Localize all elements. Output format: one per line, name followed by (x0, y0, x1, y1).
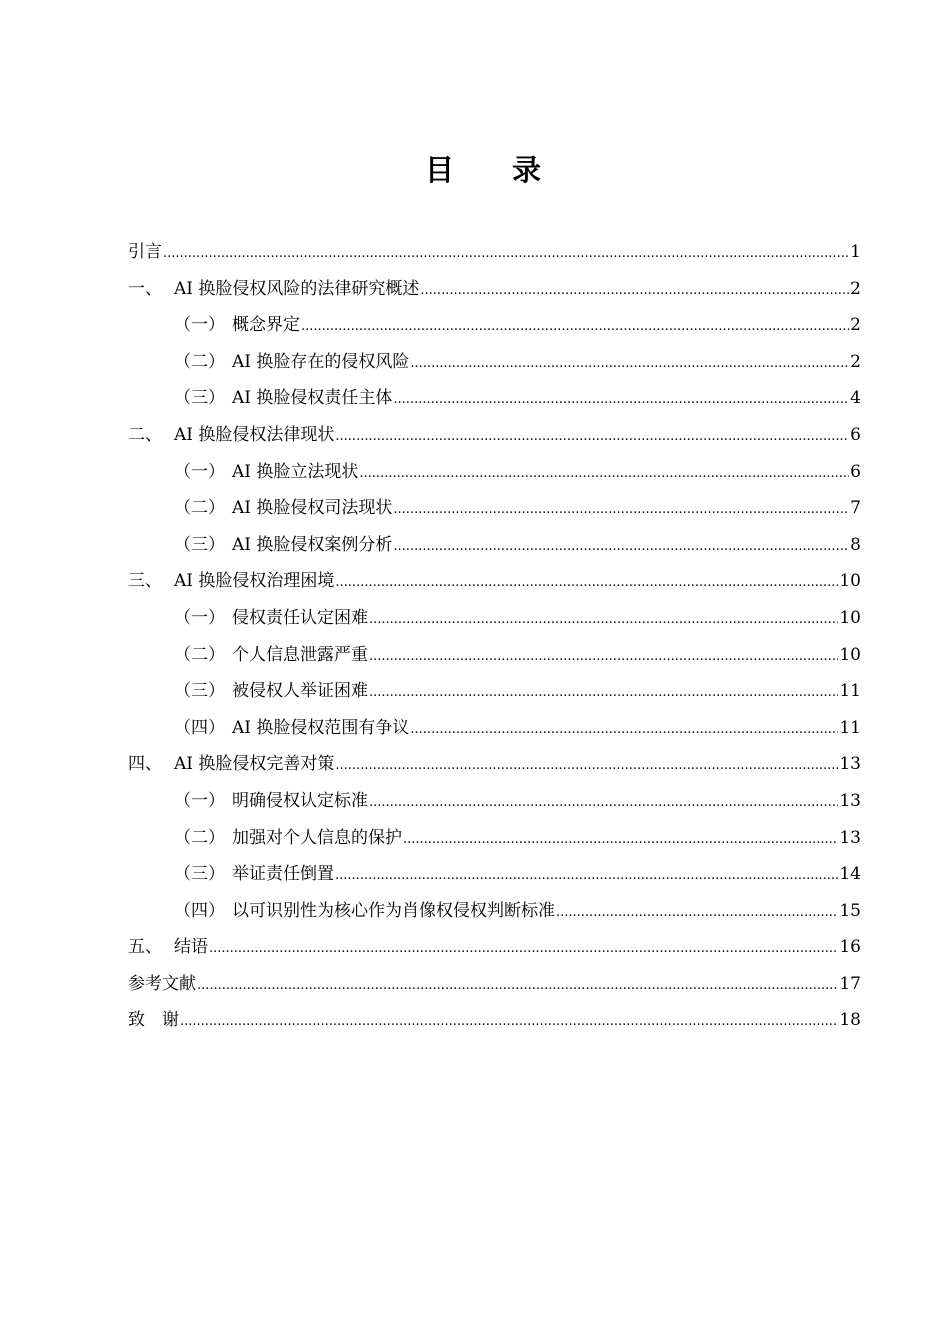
toc-entry-page-number: 13 (839, 827, 861, 848)
toc-entry-number: （一） (174, 790, 225, 811)
toc-entry[interactable] (128, 380, 861, 417)
toc-entry-page-number: 8 (850, 534, 861, 555)
toc-dot-leader (197, 968, 838, 1005)
toc-dot-leader (403, 822, 838, 859)
toc-dot-leader (410, 346, 849, 383)
toc-entry[interactable] (128, 454, 861, 491)
toc-entry-page-number: 11 (839, 681, 861, 702)
toc-entry-page-number: 2 (850, 278, 861, 299)
toc-entry-title: 被侵权人举证困难 (232, 681, 368, 702)
toc-entry-title: 参考文献 (128, 973, 196, 994)
toc-entry-number: （四） (174, 900, 225, 921)
toc-entry-page-number: 6 (850, 461, 861, 482)
toc-entry-number: （三） (174, 864, 225, 885)
toc-entry-number: （三） (174, 388, 225, 409)
toc-dot-leader (410, 712, 838, 749)
toc-entry[interactable] (128, 637, 861, 674)
toc-entry[interactable] (128, 893, 861, 930)
toc-dot-leader (393, 382, 849, 419)
toc-entry-number: 三、 (128, 571, 162, 592)
toc-entry-page-number: 2 (850, 351, 861, 372)
toc-entry[interactable] (128, 856, 861, 893)
toc-dot-leader (369, 602, 838, 639)
toc-entry-title: AI 换脸侵权范围有争议 (232, 717, 410, 738)
toc-entry-title: AI 换脸存在的侵权风险 (232, 351, 410, 372)
toc-entry-page-number: 2 (850, 315, 861, 336)
toc-entry[interactable] (128, 710, 861, 747)
toc-entry-title: AI 换脸侵权法律现状 (174, 424, 335, 445)
toc-entry-number: 五、 (128, 937, 162, 958)
toc-dot-leader (335, 748, 838, 785)
toc-entry-number: （三） (174, 681, 225, 702)
toc-entry-number: （三） (174, 534, 225, 555)
toc-entry-number: （一） (174, 607, 225, 628)
toc-entry-page-number: 7 (850, 498, 861, 519)
toc-dot-leader (556, 895, 838, 932)
toc-entry[interactable] (128, 417, 861, 454)
toc-entry-number: （四） (174, 717, 225, 738)
toc-entry[interactable] (128, 344, 861, 381)
toc-entry[interactable] (128, 600, 861, 637)
toc-entry-number: （二） (174, 351, 225, 372)
toc-entry-number: （一） (174, 315, 225, 336)
toc-entry-title: 个人信息泄露严重 (232, 644, 368, 665)
toc-entry[interactable] (128, 673, 861, 710)
toc-entry-page-number: 14 (839, 864, 861, 885)
toc-entry-title: 致 谢 (128, 1010, 179, 1031)
toc-entry-page-number: 4 (850, 388, 861, 409)
toc-entry-page-number: 10 (839, 607, 861, 628)
table-of-contents (128, 234, 861, 1039)
toc-entry[interactable] (128, 746, 861, 783)
toc-dot-leader (163, 236, 849, 273)
toc-dot-leader (359, 456, 849, 493)
toc-entry-page-number: 15 (839, 900, 861, 921)
toc-dot-leader (369, 639, 838, 676)
toc-entry-number: 二、 (128, 424, 162, 445)
toc-dot-leader (180, 1004, 838, 1041)
toc-entry-page-number: 6 (850, 424, 861, 445)
toc-entry-title: 概念界定 (232, 315, 300, 336)
toc-entry-page-number: 10 (839, 571, 861, 592)
toc-dot-leader (335, 565, 838, 602)
toc-entry-page-number: 18 (839, 1010, 861, 1031)
toc-entry[interactable] (128, 234, 861, 271)
toc-entry-title: AI 换脸侵权案例分析 (232, 534, 393, 555)
toc-entry[interactable] (128, 966, 861, 1003)
toc-entry-number: （一） (174, 461, 225, 482)
toc-dot-leader (369, 785, 838, 822)
toc-entry[interactable] (128, 307, 861, 344)
toc-entry[interactable] (128, 527, 861, 564)
toc-entry-title: 结语 (174, 937, 208, 958)
toc-entry-title: AI 换脸侵权治理困境 (174, 571, 335, 592)
toc-dot-leader (335, 419, 849, 456)
toc-entry-title: 举证责任倒置 (232, 864, 334, 885)
toc-entry-page-number: 10 (839, 644, 861, 665)
toc-entry[interactable] (128, 929, 861, 966)
toc-entry[interactable] (128, 783, 861, 820)
toc-entry[interactable] (128, 563, 861, 600)
toc-entry-number: （二） (174, 827, 225, 848)
toc-entry-title: 明确侵权认定标准 (232, 790, 368, 811)
toc-dot-leader (209, 931, 838, 968)
toc-entry-page-number: 11 (839, 717, 861, 738)
toc-title: 目 录 (424, 153, 566, 187)
toc-dot-leader (369, 675, 838, 712)
toc-entry-page-number: 13 (839, 790, 861, 811)
toc-dot-leader (420, 273, 849, 310)
toc-entry-page-number: 17 (839, 973, 861, 994)
toc-entry-number: （二） (174, 644, 225, 665)
toc-entry-title: 侵权责任认定困难 (232, 607, 368, 628)
toc-entry-page-number: 16 (839, 937, 861, 958)
toc-entry-title: AI 换脸立法现状 (232, 461, 359, 482)
toc-entry-title: AI 换脸侵权司法现状 (232, 498, 393, 519)
toc-entry[interactable] (128, 820, 861, 857)
toc-dot-leader (393, 492, 849, 529)
toc-entry-number: （二） (174, 498, 225, 519)
toc-dot-leader (335, 858, 838, 895)
toc-entry-page-number: 1 (850, 242, 861, 262)
toc-entry-title: 加强对个人信息的保护 (232, 827, 402, 848)
toc-entry-title: 以可识别性为核心作为肖像权侵权判断标准 (232, 900, 555, 921)
toc-dot-leader (301, 309, 849, 346)
toc-entry[interactable] (128, 490, 861, 527)
toc-entry-title: AI 换脸侵权风险的法律研究概述 (174, 278, 420, 299)
toc-entry[interactable] (128, 271, 861, 308)
toc-entry-title: 引言 (128, 242, 162, 262)
toc-entry-page-number: 13 (839, 754, 861, 775)
toc-entry[interactable] (128, 1002, 861, 1039)
toc-entry-title: AI 换脸侵权责任主体 (232, 388, 393, 409)
toc-dot-leader (393, 529, 849, 566)
toc-entry-title: AI 换脸侵权完善对策 (174, 754, 335, 775)
toc-entry-number: 一、 (128, 278, 162, 299)
toc-entry-number: 四、 (128, 754, 162, 775)
